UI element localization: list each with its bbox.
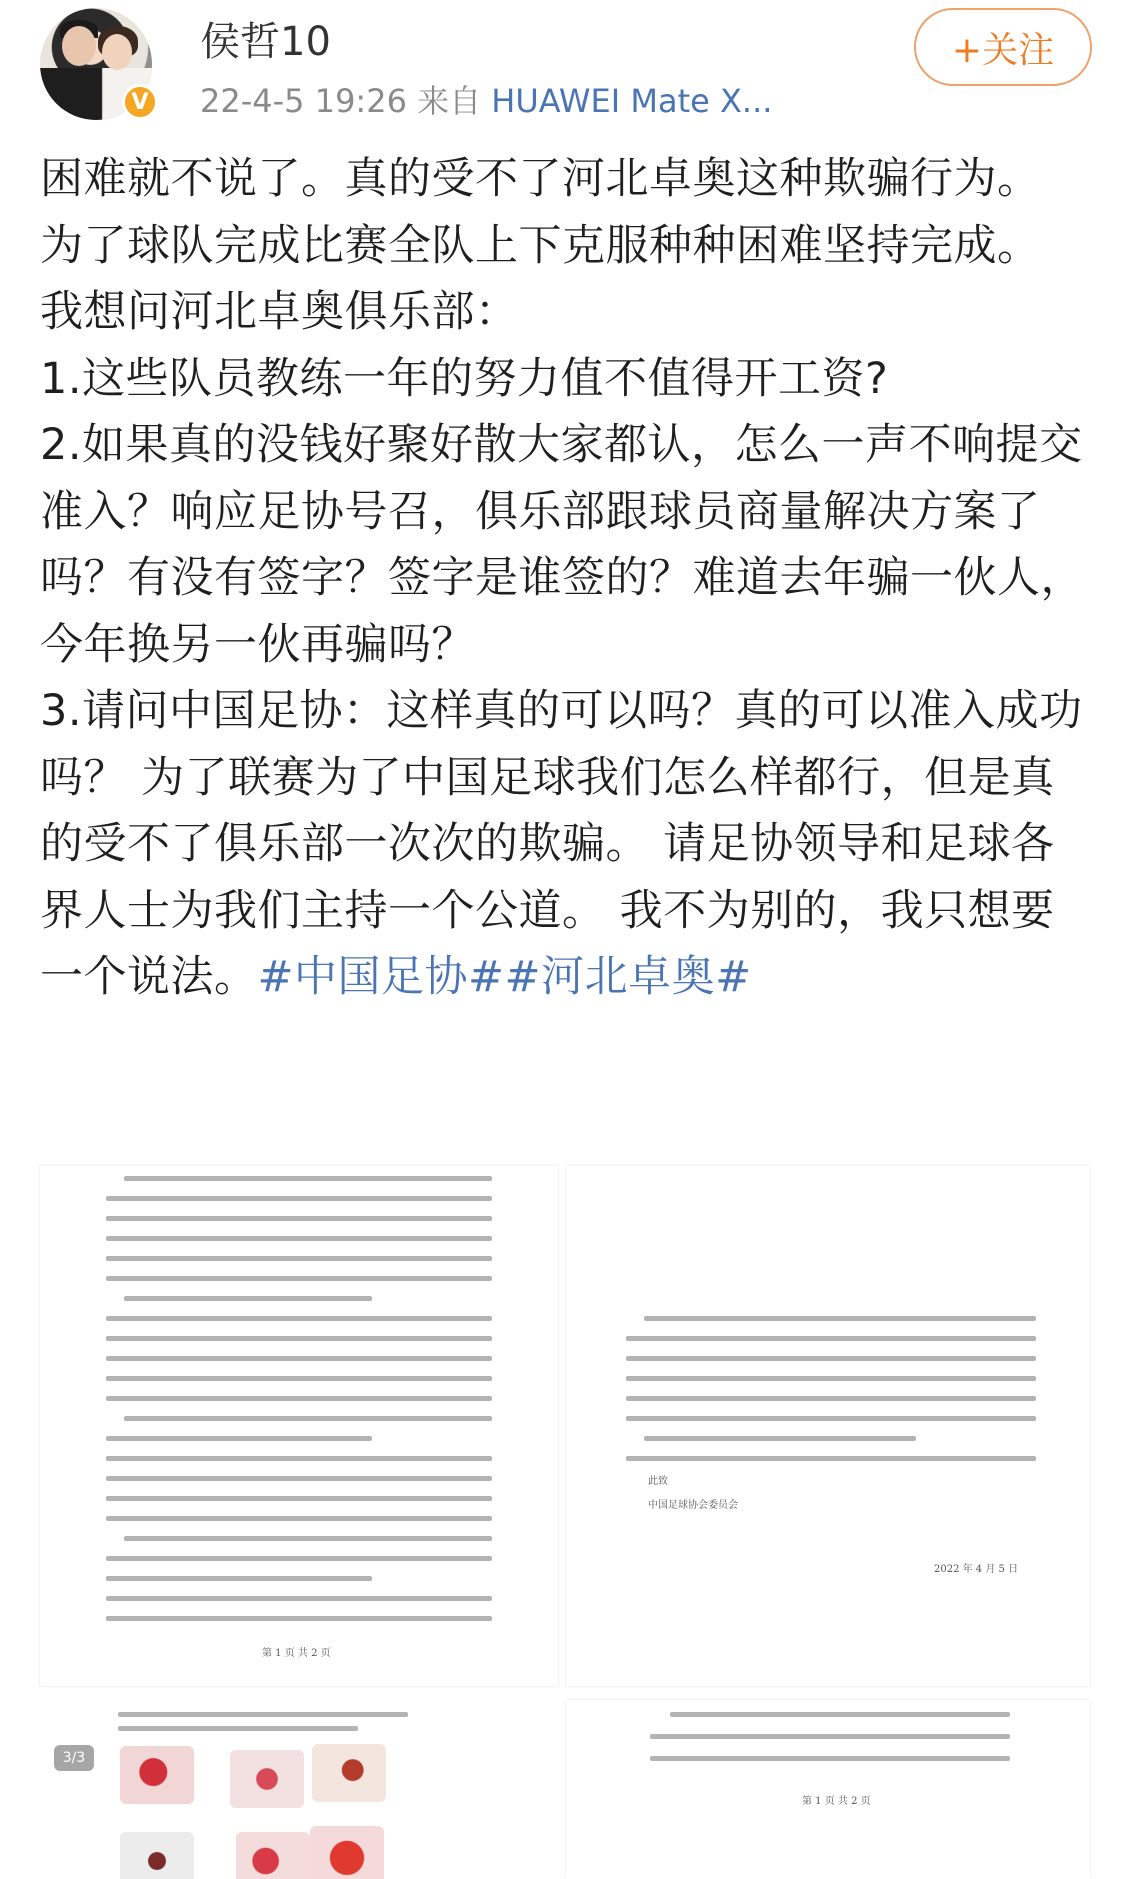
image-counter-badge: 3/3	[54, 1745, 94, 1771]
post-time: 22-4-5 19:26	[200, 82, 407, 120]
hashtag-links[interactable]: #中国足协##河北卓奥#	[257, 952, 752, 1002]
document-text-line	[644, 1316, 1036, 1321]
document-text-line	[106, 1476, 492, 1481]
document-text-line	[106, 1376, 492, 1381]
document-text-line	[626, 1396, 1036, 1401]
document-text-line	[650, 1756, 1010, 1761]
document-text-line	[106, 1236, 492, 1241]
document-image-1[interactable]	[40, 1166, 558, 1686]
document-text-line	[650, 1734, 1010, 1739]
signature-image[interactable]	[40, 1700, 558, 1879]
document-text-line	[106, 1596, 492, 1601]
post-meta	[200, 76, 772, 122]
follow-button[interactable]: +关注	[914, 8, 1092, 86]
document-text-line	[106, 1396, 492, 1401]
document-text-line	[626, 1456, 1036, 1461]
avatar-face-left	[62, 26, 96, 66]
post-line: 为了球队完成比赛全队上下克服种种困难坚持完成。	[40, 220, 1041, 271]
letter-recipient: 中国足球协会委员会	[648, 1500, 738, 1511]
post-line-last	[40, 678, 1090, 1011]
document-text-line	[106, 1256, 492, 1261]
names-line	[118, 1726, 358, 1731]
document-text-line	[626, 1336, 1036, 1341]
post-line: 1.这些队员教练一年的努力值不值得开工资?	[40, 353, 889, 404]
document-text-line	[106, 1336, 492, 1341]
document-image-2[interactable]	[566, 1166, 1090, 1686]
document-text-line	[106, 1276, 492, 1281]
username[interactable]: 侯哲10	[200, 19, 331, 65]
document-text-line	[106, 1316, 492, 1321]
document-text-line	[106, 1496, 492, 1501]
letter-date: 2022 年 4 月 5 日	[934, 1564, 1019, 1575]
document-text-line	[626, 1376, 1036, 1381]
signature-stamp	[120, 1832, 194, 1879]
avatar-face-right	[102, 34, 132, 70]
post-body	[40, 146, 1090, 1011]
device-link[interactable]: HUAWEI Mate X...	[491, 82, 773, 120]
verified-badge-icon: V	[122, 84, 158, 120]
document-text-line	[124, 1176, 492, 1181]
document-text-line	[106, 1576, 372, 1581]
signature-stamp	[120, 1746, 194, 1804]
document-text-line	[106, 1356, 492, 1361]
letter-closing: 此致	[648, 1476, 668, 1487]
signature-stamp	[236, 1832, 310, 1879]
post-line-text: 3.请问中国足协：这样真的可以吗？真的可以准入成功吗？ 为了联赛为了中国足球我们怎么样都行，但是真的受不了俱乐部一次次的欺骗。 请足协领导和足球各界人士为我们主持一个公道。 我不为别的，我只想要一个说法。	[40, 686, 1083, 1002]
document-text-line	[106, 1516, 492, 1521]
document-text-line	[124, 1296, 372, 1301]
document-text-line	[670, 1712, 1010, 1717]
document-text-line	[644, 1436, 916, 1441]
document-text-line	[124, 1536, 492, 1541]
source-prefix: 来自	[417, 82, 482, 120]
document-text-line	[106, 1436, 372, 1441]
document-text-line	[106, 1556, 492, 1561]
document-text-line	[626, 1416, 1036, 1421]
names-line	[118, 1712, 408, 1717]
post-line: 困难就不说了。真的受不了河北卓奥这种欺骗行为。	[40, 154, 1041, 204]
document-text-line	[106, 1616, 492, 1621]
post-header	[0, 0, 1125, 130]
document-text-line	[106, 1216, 492, 1221]
signature-stamp	[310, 1826, 384, 1879]
document-text-line	[106, 1456, 492, 1461]
post-line: 我想问河北卓奥俱乐部：	[40, 287, 519, 337]
page-label: 第 1 页 共 2 页	[262, 1648, 331, 1659]
signature-stamp	[312, 1744, 386, 1802]
signature-stamp	[230, 1750, 304, 1808]
document-image-3[interactable]	[566, 1700, 1090, 1879]
document-text-line	[626, 1356, 1036, 1361]
document-text-line	[106, 1196, 492, 1201]
post-line: 2.如果真的没钱好聚好散大家都认，怎么一声不响提交准入？响应足协号召，俱乐部跟球员商量解决方案了吗？有没有签字？签字是谁签的？难道去年骗一伙人，今年换另一伙再骗吗？	[40, 420, 1084, 670]
page-label: 第 1 页 共 2 页	[802, 1796, 871, 1807]
document-text-line	[124, 1416, 492, 1421]
